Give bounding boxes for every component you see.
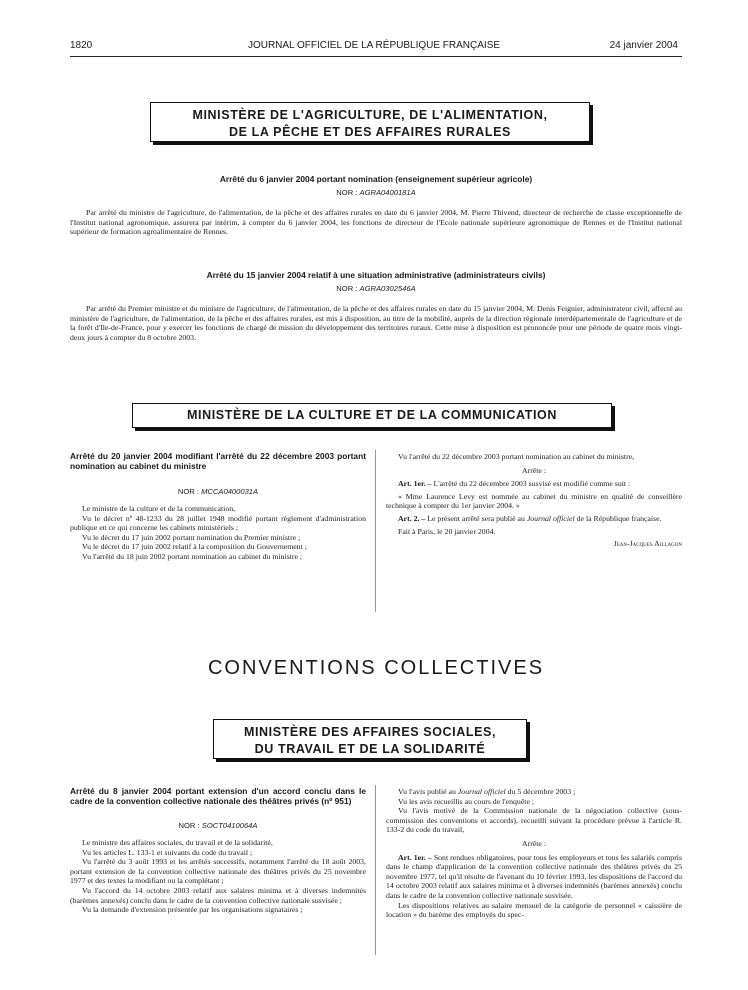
decree-3-title: Arrêté du 20 janvier 2004 modifiant l'arrêté du 22 décembre 2003 portant nomination au cabinet du ministre — [70, 451, 366, 471]
decree-4-left-column — [70, 838, 366, 915]
nor-label: NOR : — [336, 284, 358, 293]
ministry-culture-box — [132, 403, 612, 428]
article-text: Le présent arrêté sera publié au — [427, 513, 527, 523]
header-rule — [70, 56, 682, 57]
nor-code: AGRA0400181A — [359, 188, 416, 197]
decree-2-nor — [70, 284, 682, 293]
quote: « Mme Laurence Levy est nommée au cabinet du ministre en qualité de conseillère technique à compter du 1er janvier 2004. » — [386, 491, 682, 511]
place-date: Fait à Paris, le 20 janvier 2004. — [398, 526, 496, 536]
paragraph: Vu les avis recueillis au cours de l'enquête ; — [398, 796, 535, 806]
paragraph: Vu l'arrêté du 22 décembre 2003 portant nomination au cabinet du ministre, — [398, 452, 635, 461]
issue-date: 24 janvier 2004 — [609, 40, 678, 51]
decree-2-title: Arrêté du 15 janvier 2004 relatif à une situation administrative (administrateurs civils) — [206, 270, 546, 280]
article-label: Art. 1er. – — [398, 479, 432, 489]
decree-3-left-column — [70, 504, 366, 562]
paragraph: Les dispositions relatives au salaire mensuel de la catégorie de personnel « caissière de location » du barème des employés du spec- — [386, 900, 682, 920]
ministry-agriculture-box — [150, 102, 590, 142]
decree-1-nor — [70, 188, 682, 197]
decree-4-right-column — [386, 787, 682, 920]
text-end: du 5 décembre 2003 ; — [505, 787, 576, 796]
nor-label: NOR : — [178, 821, 200, 830]
decree-1-text: Par arrêté du ministre de l'agriculture, de l'alimentation, de la pêche et des affaires rurales en date du 6 janvier 2004, M. Pierre Thivend, directeur de recherche de classe exceptionnelle de l'Institut national agronomique, assurera par intérim, à compter du 6 janvier 2004, les fonctions de directeur de l'Ecole nationale supérieure agronomique de Rennes et de l'Institut national supérieur de formation agroalimentaire de Rennes. — [70, 208, 682, 237]
paragraph: Vu le décret nº 48-1233 du 28 juillet 1948 modifié portant règlement d'administration publique en ce qui concerne les cabinets ministériels ; — [70, 513, 366, 533]
decree-1-title: Arrêté du 6 janvier 2004 portant nomination (enseignement supérieur agricole) — [219, 174, 533, 184]
article-text: Sont rendues obligatoires, pour tous les employeurs et tous les salariés compris dans le champ d'application de la convention collective nationale des théâtres privés du 25 novembre 1977, tel qu'il résulte de l'avenant du 10 février 1993, les dispositions de l'accord du 14 octobre 2003 relatif aux salaires minima et à diverses indemnités (barèmes annexés) conclu dans le cadre de la convention collective nationale susvisée. — [386, 852, 682, 900]
article-2 — [386, 514, 682, 524]
ministry-social-box — [213, 719, 527, 759]
paragraph: Vu l'avis motivé de la Commission nationale de la négociation collective (sous-commission des conventions et accords), recueilli suivant la procédure prévue à l'article R. 133-2 du code du travail, — [386, 806, 682, 835]
page-number: 1820 — [70, 40, 93, 51]
paragraph: Le ministre des affaires sociales, du travail et de la solidarité, — [82, 838, 273, 847]
ministry-social-line1: MINISTÈRE DES AFFAIRES SOCIALES, — [243, 725, 497, 739]
arrete-label: Arrête : — [521, 465, 547, 475]
ministry-agriculture-line1: MINISTÈRE DE L'AGRICULTURE, DE L'ALIMENTATION, — [192, 108, 548, 122]
journal-name: Journal officiel — [457, 787, 506, 796]
nor-label: NOR : — [336, 188, 358, 197]
conventions-heading: CONVENTIONS COLLECTIVES — [207, 657, 545, 679]
paragraph — [386, 787, 682, 797]
decree-2-text: Par arrêté du Premier ministre et du ministre de l'agriculture, de l'alimentation, de la pêche et des affaires rurales en date du 15 janvier 2004, M. Denis Feignier, administrateur civil, affecté au ministère de l'agriculture, de l'alimentation, de la pêche et des affaires rurales, est mis à disposition, au titre de la mobilité, auprès de la direction régionale interdépartementale de l'agriculture et de la forêt d'Ile-de-France, pour y exercer les fonctions de chargé de mission du développement des territoires ruraux. Cette mise à disposition est prononcée pour une période de quatre mois vingt-deux jours à compter du 8 octobre 2003. — [70, 304, 682, 342]
nor-code: SOCT0410064A — [201, 821, 258, 830]
decree-4-title: Arrêté du 8 janvier 2004 portant extension d'un accord conclu dans le cadre de la convention collective nationale des théâtres privés (nº 951) — [70, 786, 366, 806]
ministry-culture-label: MINISTÈRE DE LA CULTURE ET DE LA COMMUNICATION — [187, 408, 557, 422]
ministry-agriculture-line2: DE LA PÊCHE ET DES AFFAIRES RURALES — [229, 125, 511, 139]
ministry-social-line2: DU TRAVAIL ET DE LA SOLIDARITÉ — [254, 742, 486, 756]
journal-title: JOURNAL OFFICIEL DE LA RÉPUBLIQUE FRANÇAISE — [247, 40, 501, 51]
column-divider — [375, 450, 376, 612]
arrete-label: Arrête : — [521, 838, 547, 848]
article-label: Art. 1er. – — [398, 852, 432, 862]
column-divider — [375, 785, 376, 955]
article-1 — [386, 853, 682, 901]
paragraph: Le ministre de la culture et de la communication, — [82, 504, 236, 513]
decree-3-right-column — [386, 452, 682, 549]
decree-3-nor — [70, 487, 366, 496]
decree-4-nor — [70, 821, 366, 830]
text-start: Vu l'avis publié au — [398, 787, 458, 796]
nor-code: MCCA0400031A — [201, 487, 259, 496]
signature: Jean-Jacques Aillagon — [613, 539, 682, 549]
nor-label: NOR : — [177, 487, 199, 496]
paragraph: Vu la demande d'extension présentée par les organisations signataires ; — [82, 905, 303, 915]
article-text-end: de la République française. — [574, 513, 662, 523]
journal-name: Journal officiel — [526, 513, 575, 523]
article-label: Art. 2. – — [398, 513, 426, 523]
paragraph: Vu les articles L. 133-1 et suivants du code du travail ; — [82, 847, 253, 857]
paragraph: Vu l'arrêté du 3 août 1993 et les arrêtés successifs, notamment l'arrêté du 18 août 2003, portant extension de la convention collective nationale des théâtres privés du 25 novembre 1977 et des textes la modifiant ou la complétant ; — [70, 857, 366, 886]
article-1 — [386, 479, 682, 489]
nor-code: AGRA0302546A — [359, 284, 416, 293]
paragraph: Vu le décret du 17 juin 2002 relatif à la composition du Gouvernement ; — [82, 542, 307, 552]
article-text: L'arrêté du 22 décembre 2003 susvisé est modifié comme suit : — [433, 479, 631, 489]
paragraph: Vu le décret du 17 juin 2002 portant nomination du Premier ministre ; — [82, 532, 301, 542]
paragraph: Vu l'accord du 14 octobre 2003 relatif aux salaires minima et à diverses indemnités (barèmes annexés) conclu dans le cadre de la convention collective nationale susvisée ; — [70, 885, 366, 905]
paragraph: Vu l'arrêté du 18 juin 2002 portant nomination au cabinet du ministre ; — [82, 551, 303, 561]
